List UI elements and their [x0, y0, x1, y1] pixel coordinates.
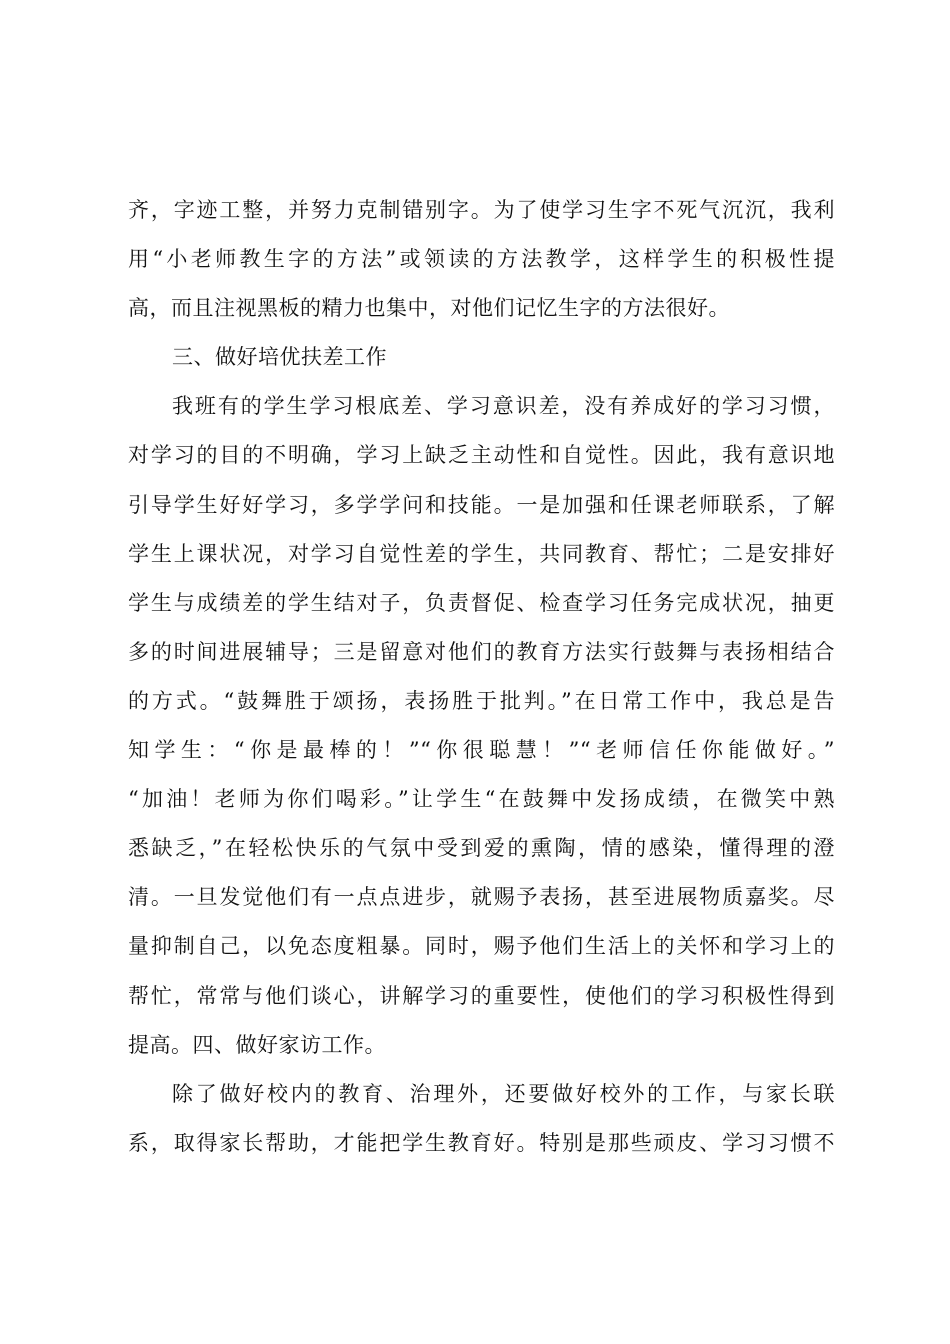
- text-line: 多的时间进展辅导；三是留意对他们的教育方法实行鼓舞与表扬相结合: [128, 639, 835, 664]
- text-line: 提高。四、做好家访工作。: [128, 1032, 386, 1057]
- text-line: 量抑制自己，以免态度粗暴。同时，赐予他们生活上的关怀和学习上的: [128, 934, 835, 959]
- text-line: 悉缺乏，”在轻松快乐的气氛中受到爱的熏陶，情的感染，懂得理的澄: [128, 836, 835, 861]
- text-line: 除了做好校内的教育、治理外，还要做好校外的工作，与家长联: [172, 1081, 835, 1106]
- text-line: 用“小老师教生字的方法”或领读的方法教学，这样学生的积极性提: [128, 247, 835, 272]
- document-body: [128, 186, 835, 1168]
- text-line: 引导学生好好学习，多学学问和技能。一是加强和任课老师联系，了解: [128, 492, 835, 517]
- text-line: 学生与成绩差的学生结对子，负责督促、检查学习任务完成状况，抽更: [128, 590, 835, 615]
- text-line: 齐，字迹工整，并努力克制错别字。为了使学习生字不死气沉沉，我利: [128, 198, 835, 222]
- text-line: 帮忙，常常与他们谈心，讲解学习的重要性，使他们的学习积极性得到: [128, 983, 835, 1008]
- text-line: “加油！老师为你们喝彩。”让学生“在鼓舞中发扬成绩，在微笑中熟: [128, 787, 835, 812]
- text-line: 的方式。“鼓舞胜于颂扬，表扬胜于批判。”在日常工作中，我总是告: [128, 688, 835, 713]
- text-line: 知学生：“你是最棒的！”“你很聪慧！”“老师信任你能做好。”: [128, 738, 835, 763]
- text-line: 对学习的目的不明确，学习上缺乏主动性和自觉性。因此，我有意识地: [128, 443, 835, 468]
- text-line: 学生上课状况，对学习自觉性差的学生，共同教育、帮忙；二是安排好: [128, 541, 835, 566]
- text-line: 高，而且注视黑板的精力也集中，对他们记忆生字的方法很好。: [128, 296, 730, 321]
- section-heading: 三、做好培优扶差工作: [172, 345, 387, 370]
- text-line: 我班有的学生学习根底差、学习意识差，没有养成好的学习习惯，: [172, 394, 835, 419]
- text-line: 清。一旦发觉他们有一点点进步，就赐予表扬，甚至进展物质嘉奖。尽: [128, 885, 835, 910]
- text-line: 系，取得家长帮助，才能把学生教育好。特别是那些顽皮、学习习惯不: [128, 1130, 835, 1155]
